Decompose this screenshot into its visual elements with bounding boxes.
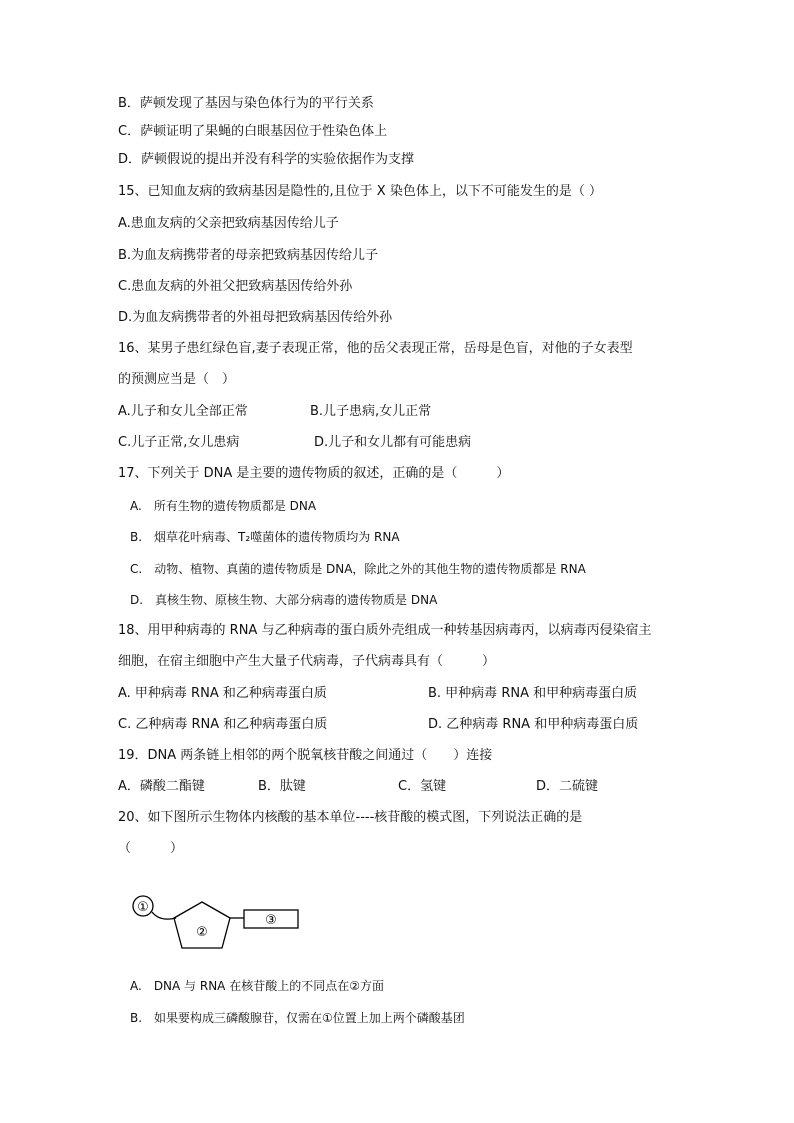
question-15-option-b: B.为血友病携带者的母亲把致病基因传给儿子 xyxy=(118,248,379,263)
question-18-option-b: B. 甲种病毒 RNA 和甲种病毒蛋白质 xyxy=(428,686,638,701)
question-18-option-d: D. 乙种病毒 RNA 和甲种病毒蛋白质 xyxy=(428,717,639,732)
question-19-option-c: C．氢键 xyxy=(398,779,447,794)
question-15-option-d: D.为血友病携带者的外祖母把致病基因传给外孙 xyxy=(118,310,393,325)
question-18-option-c: C. 乙种病毒 RNA 和乙种病毒蛋白质 xyxy=(118,717,328,732)
question-15-option-a: A.患血友病的父亲把致病基因传给儿子 xyxy=(118,216,339,231)
label-3: ③ xyxy=(265,913,277,928)
nucleotide-diagram xyxy=(126,888,316,968)
phosphate-bond xyxy=(152,912,176,919)
question-20-cont: （ ） xyxy=(118,841,184,856)
question-16-cont: 的预测应当是（ ） xyxy=(118,372,236,387)
question-17-option-d: D. 真核生物、原核生物、大部分病毒的遗传物质是 DNA xyxy=(130,593,438,607)
question-18-cont: 细胞，在宿主细胞中产生大量子代病毒，子代病毒具有（ ） xyxy=(118,654,496,669)
question-19: 19．DNA 两条链上相邻的两个脱氧核苷酸之间通过（ ）连接 xyxy=(118,748,493,763)
question-19-option-d: D．二硫键 xyxy=(536,779,599,794)
label-1: ① xyxy=(137,900,149,915)
question-18: 18、用甲种病毒的 RNA 与乙种病毒的蛋白质外壳组成一种转基因病毒丙，以病毒丙侵染宿主 xyxy=(118,623,652,638)
question-15: 15、已知血友病的致病基因是隐性的,且位于 X 染色体上，以下不可能发生的是（ ） xyxy=(118,184,602,199)
question-20-option-b: B. 如果要构成三磷酸腺苷，仅需在①位置上加上两个磷酸基团 xyxy=(130,1011,465,1025)
question-15-option-c: C.患血友病的外祖父把致病基因传给外孙 xyxy=(118,279,353,294)
option-c-line: C．萨顿证明了果蝇的白眼基因位于性染色体上 xyxy=(118,124,388,139)
question-16-option-b: B.儿子患病,女儿正常 xyxy=(310,404,432,419)
question-20: 20、如下图所示生物体内核酸的基本单位----核苷酸的模式图，下列说法正确的是 xyxy=(118,810,583,825)
question-16-option-a: A.儿子和女儿全部正常 xyxy=(118,404,248,419)
question-20-option-a: A. DNA 与 RNA 在核苷酸上的不同点在②方面 xyxy=(130,979,384,993)
option-d-line: D．萨顿假说的提出并没有科学的实验依据作为支撑 xyxy=(118,152,415,167)
question-17-option-b: B. 烟草花叶病毒、T₂噬菌体的遗传物质均为 RNA xyxy=(130,530,400,544)
question-19-option-a: A．磷酸二酯键 xyxy=(118,779,205,794)
question-17-option-a: A. 所有生物的遗传物质都是 DNA xyxy=(130,499,317,513)
question-18-option-a: A. 甲种病毒 RNA 和乙种病毒蛋白质 xyxy=(118,686,327,701)
option-b-line: B．萨顿发现了基因与染色体行为的平行关系 xyxy=(118,96,374,111)
question-17: 17、下列关于 DNA 是主要的遗传物质的叙述，正确的是（ ） xyxy=(118,466,510,481)
question-16: 16、某男子患红绿色盲,妻子表现正常，他的岳父表现正常，岳母是色盲，对他的子女表型 xyxy=(118,341,633,356)
question-19-option-b: B．肽键 xyxy=(258,779,306,794)
label-2: ② xyxy=(196,925,208,940)
question-17-option-c: C. 动物、植物、真菌的遗传物质是 DNA，除此之外的其他生物的遗传物质都是 RNA xyxy=(130,562,586,576)
question-16-option-c: C.儿子正常,女儿患病 xyxy=(118,435,240,450)
question-16-option-d: D.儿子和女儿都有可能患病 xyxy=(314,435,472,450)
